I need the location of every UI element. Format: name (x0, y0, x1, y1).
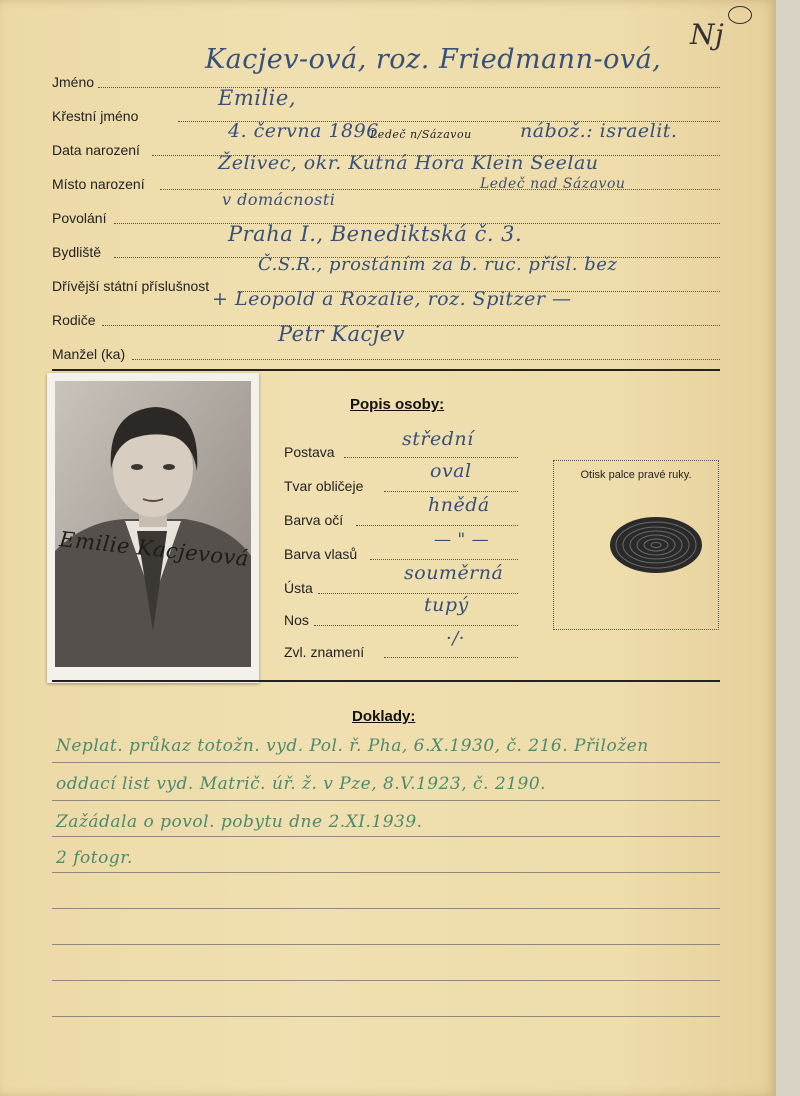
desc-value-nose: tupý (424, 594, 469, 616)
label-residence: Bydliště (52, 244, 102, 260)
desc-row-nose: Nos (284, 606, 518, 630)
fingerprint-box (553, 460, 719, 630)
thumbprint-icon (606, 507, 716, 587)
value-birth-note: Ledeč n/Sázavou (370, 128, 472, 141)
value-birth-place: Želivec, okr. Kutná Hora Klein Seelau (218, 152, 599, 174)
corner-initials: Nj (690, 18, 725, 51)
value-place-note: Ledeč nad Sázavou (480, 176, 626, 192)
document-line-1: Neplat. průkaz totožn. vyd. Pol. ř. Pha, 6.X.1930, č. 216. Přiložen (56, 736, 649, 756)
desc-value-hair: — " — (434, 530, 490, 550)
desc-value-marks: ·/· (446, 628, 466, 649)
desc-row-mouth: Ústa (284, 574, 518, 598)
description-title: Popis osoby: (350, 396, 445, 413)
desc-row-build: Postava (284, 438, 518, 462)
document-line-4: 2 fotogr. (56, 848, 133, 868)
desc-value-mouth: souměrná (404, 562, 504, 584)
fingerprint-caption: Otisk palce pravé ruky. (580, 469, 692, 481)
desc-row-marks: Zvl. znamení (284, 638, 518, 662)
value-first-name: Emilie, (218, 86, 296, 110)
label-birth-date: Data narození (52, 142, 140, 158)
section-divider-bottom (52, 680, 720, 682)
portrait-photo (47, 373, 259, 683)
desc-row-face: Tvar obličeje (284, 472, 518, 496)
value-spouse: Petr Kacjev (278, 322, 406, 346)
value-occupation: v domácnosti (222, 190, 336, 209)
desc-row-eyes: Barva očí (284, 506, 518, 530)
label-birth-place: Místo narození (52, 176, 145, 192)
desc-value-face: oval (430, 460, 472, 482)
value-citizenship: Č.S.R., prostáním za b. ruc. přísl. bez (258, 254, 618, 275)
photo-signature: Emilie Kacjevová (58, 527, 251, 571)
desc-value-build: střední (402, 428, 474, 450)
documents-title: Doklady: (352, 708, 416, 725)
label-first-name: Křestní jméno (52, 108, 139, 124)
section-divider-top (52, 369, 720, 371)
value-surname: Kacjev-ová, roz. Friedmann-ová, (205, 44, 662, 75)
value-residence: Praha I., Benediktská č. 3. (228, 222, 523, 246)
label-parents: Rodiče (52, 312, 96, 328)
label-citizenship: Dřívější státní příslušnost (52, 278, 210, 294)
label-surname: Jméno (52, 74, 95, 90)
desc-row-hair: Barva vlasů (284, 540, 518, 564)
document-line-2: oddací list vyd. Matrič. úř. ž. v Pze, 8.V.1923, č. 2190. (56, 774, 547, 794)
label-occupation: Povolání (52, 210, 107, 226)
corner-stamp (728, 6, 752, 24)
label-spouse: Manžel (ka) (52, 346, 126, 362)
value-parents: + Leopold a Rozalie, roz. Spitzer — (212, 288, 572, 310)
document-line-3: Zažádala o povol. pobytu dne 2.XI.1939. (56, 812, 423, 832)
value-birth-date: 4. června 1896 (228, 120, 379, 142)
value-religion: nábož.: israelit. (520, 120, 678, 142)
desc-value-eyes: hnědá (428, 494, 490, 516)
